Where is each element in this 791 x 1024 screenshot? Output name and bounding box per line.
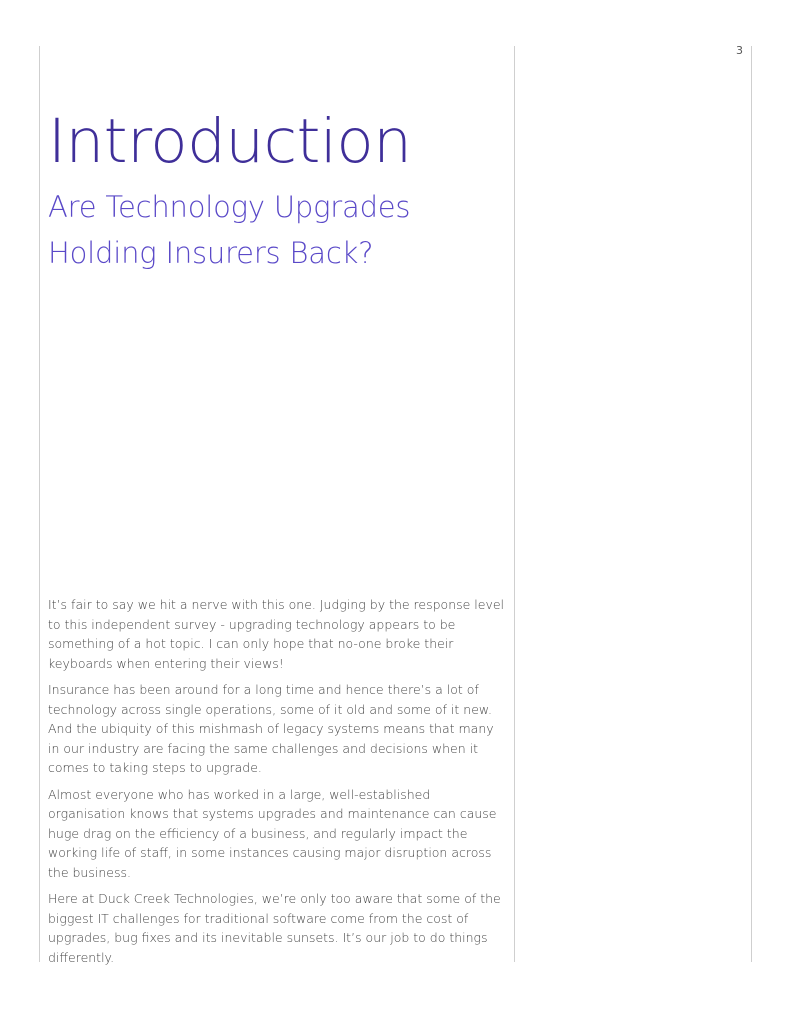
page-number: 3 [736, 44, 743, 57]
body-paragraph-4: Here at Duck Creek Technologies, we’re only too aware that some of the biggest IT challenges for traditional software come from the cost of upgrades, bug fixes and its inevitable sunsets. It’s our job to do things differently. [48, 891, 501, 965]
column-divider-rule [514, 46, 515, 962]
heading-section [48, 104, 506, 276]
body-text [48, 595, 506, 974]
left-margin-rule [39, 46, 40, 962]
body-paragraph-2: Insurance has been around for a long time and hence there’s a lot of technology across single operations, some of it old and some of it new. And the ubiquity of this mishmash of legacy systems means that many in our industry are facing the same challenges and decisions when it comes to taking steps to upgrade. [48, 682, 494, 775]
right-margin-rule [751, 46, 752, 962]
body-paragraph-1: It’s fair to say we hit a nerve with this one. Judging by the response level to this independent survey - upgrading technology appears to be something of a hot topic. I can only hope that no-one broke their keyboards when entering their views! [48, 597, 505, 671]
subtitle-line-1: Are Technology Upgrades [48, 190, 411, 224]
page-subtitle [48, 184, 506, 276]
page-title: Introduction [48, 106, 412, 177]
body-paragraph-3: Almost everyone who has worked in a large, well-established organisation knows that systems upgrades and maintenance can cause huge drag on the efficiency of a business, and regularly impact the working life of staff, in some instances causing major disruption across the business. [48, 786, 497, 880]
subtitle-line-2: Holding Insurers Back? [48, 236, 374, 270]
